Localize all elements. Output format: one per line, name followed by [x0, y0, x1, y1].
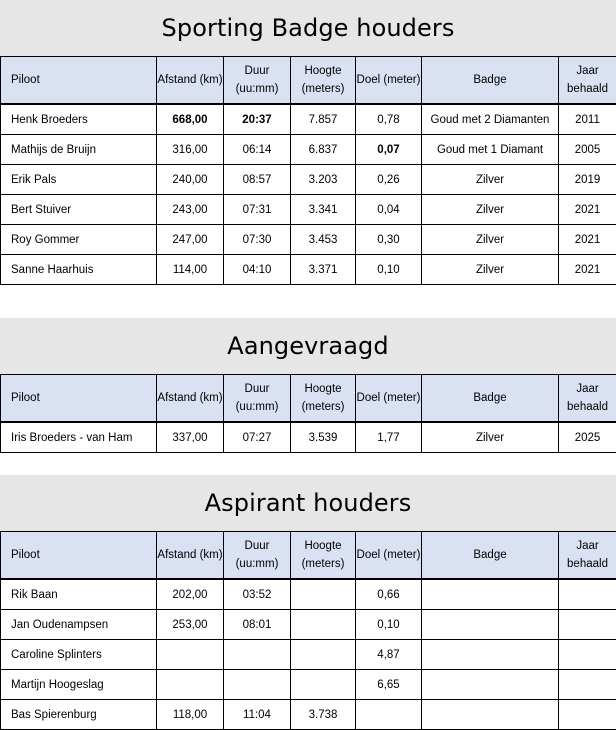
cell-afstand: 668,00 [157, 104, 224, 135]
cell-afstand: 337,00 [157, 422, 224, 453]
cell-doel: 0,04 [356, 195, 422, 225]
table-aspirant-houders [0, 531, 616, 730]
cell-hoogte: 3.203 [291, 165, 356, 195]
cell-doel: 0,10 [356, 255, 422, 285]
cell-jaar [559, 670, 616, 700]
section-sporting-badge-houders [0, 0, 616, 285]
header-hoogte: Hoogte (meters) [291, 375, 356, 423]
cell-duur: 07:31 [224, 195, 291, 225]
header-afstand: Afstand (km) [157, 375, 224, 423]
cell-duur: 06:14 [224, 135, 291, 165]
cell-jaar [559, 700, 616, 730]
cell-jaar [559, 579, 616, 610]
cell-badge: Zilver [422, 195, 559, 225]
table-row [1, 700, 616, 730]
cell-badge: Zilver [422, 165, 559, 195]
cell-badge [422, 640, 559, 670]
cell-piloot: Roy Gommer [1, 225, 157, 255]
cell-badge: Goud met 2 Diamanten [422, 104, 559, 135]
section-title: Aspirant houders [0, 475, 616, 531]
table-row [1, 135, 616, 165]
table-header-row [1, 532, 616, 580]
cell-doel: 0,10 [356, 610, 422, 640]
cell-doel: 0,30 [356, 225, 422, 255]
cell-doel: 0,26 [356, 165, 422, 195]
cell-duur: 07:30 [224, 225, 291, 255]
cell-jaar: 2005 [559, 135, 616, 165]
cell-afstand: 243,00 [157, 195, 224, 225]
section-aspirant-houders [0, 475, 616, 730]
cell-badge: Zilver [422, 225, 559, 255]
cell-hoogte [291, 610, 356, 640]
table-row [1, 670, 616, 700]
cell-badge: Zilver [422, 255, 559, 285]
header-piloot: Piloot [1, 532, 157, 580]
cell-jaar [559, 640, 616, 670]
cell-afstand: 240,00 [157, 165, 224, 195]
cell-doel: 0,78 [356, 104, 422, 135]
header-badge: Badge [422, 375, 559, 423]
cell-duur: 08:01 [224, 610, 291, 640]
cell-afstand: 202,00 [157, 579, 224, 610]
cell-afstand: 114,00 [157, 255, 224, 285]
cell-piloot: Mathijs de Bruijn [1, 135, 157, 165]
cell-hoogte: 6.837 [291, 135, 356, 165]
header-doel: Doel (meter) [356, 57, 422, 105]
cell-jaar: 2021 [559, 195, 616, 225]
cell-jaar: 2021 [559, 225, 616, 255]
table-sporting-badge-houders [0, 56, 616, 285]
cell-badge: Zilver [422, 422, 559, 453]
section-title: Sporting Badge houders [0, 0, 616, 56]
cell-afstand: 316,00 [157, 135, 224, 165]
cell-duur: 20:37 [224, 104, 291, 135]
section-title: Aangevraagd [0, 318, 616, 374]
table-row [1, 640, 616, 670]
table-header-row [1, 375, 616, 423]
cell-hoogte: 3.738 [291, 700, 356, 730]
cell-duur [224, 670, 291, 700]
cell-hoogte [291, 579, 356, 610]
cell-hoogte: 7.857 [291, 104, 356, 135]
header-afstand: Afstand (km) [157, 532, 224, 580]
cell-doel: 6,65 [356, 670, 422, 700]
table-row [1, 104, 616, 135]
cell-afstand [157, 670, 224, 700]
header-piloot: Piloot [1, 57, 157, 105]
cell-badge [422, 700, 559, 730]
cell-hoogte [291, 640, 356, 670]
table-row [1, 422, 616, 453]
section-aangevraagd [0, 318, 616, 453]
cell-duur: 03:52 [224, 579, 291, 610]
cell-duur: 11:04 [224, 700, 291, 730]
cell-piloot: Rik Baan [1, 579, 157, 610]
cell-afstand: 253,00 [157, 610, 224, 640]
cell-hoogte: 3.371 [291, 255, 356, 285]
cell-piloot: Martijn Hoogeslag [1, 670, 157, 700]
cell-duur: 04:10 [224, 255, 291, 285]
header-hoogte: Hoogte (meters) [291, 532, 356, 580]
cell-jaar [559, 610, 616, 640]
cell-afstand: 247,00 [157, 225, 224, 255]
header-doel: Doel (meter) [356, 375, 422, 423]
header-afstand: Afstand (km) [157, 57, 224, 105]
header-badge: Badge [422, 532, 559, 580]
cell-doel: 1,77 [356, 422, 422, 453]
header-duur: Duur (uu:mm) [224, 532, 291, 580]
header-jaar: Jaar behaald [559, 57, 616, 105]
table-row [1, 610, 616, 640]
cell-hoogte: 3.453 [291, 225, 356, 255]
cell-doel: 4,87 [356, 640, 422, 670]
cell-piloot: Bert Stuiver [1, 195, 157, 225]
table-header-row [1, 57, 616, 105]
header-piloot: Piloot [1, 375, 157, 423]
header-hoogte: Hoogte (meters) [291, 57, 356, 105]
cell-jaar: 2021 [559, 255, 616, 285]
cell-doel [356, 700, 422, 730]
cell-piloot: Sanne Haarhuis [1, 255, 157, 285]
header-badge: Badge [422, 57, 559, 105]
header-jaar: Jaar behaald [559, 532, 616, 580]
cell-jaar: 2011 [559, 104, 616, 135]
cell-badge [422, 610, 559, 640]
cell-afstand: 118,00 [157, 700, 224, 730]
cell-badge [422, 670, 559, 700]
table-row [1, 165, 616, 195]
table-row [1, 579, 616, 610]
cell-piloot: Bas Spierenburg [1, 700, 157, 730]
cell-badge: Goud met 1 Diamant [422, 135, 559, 165]
cell-jaar: 2025 [559, 422, 616, 453]
cell-piloot: Iris Broeders - van Ham [1, 422, 157, 453]
header-duur: Duur (uu:mm) [224, 57, 291, 105]
cell-piloot: Henk Broeders [1, 104, 157, 135]
cell-badge [422, 579, 559, 610]
table-row [1, 195, 616, 225]
header-jaar: Jaar behaald [559, 375, 616, 423]
cell-hoogte: 3.539 [291, 422, 356, 453]
table-aangevraagd [0, 374, 616, 453]
cell-duur: 07:27 [224, 422, 291, 453]
table-row [1, 255, 616, 285]
cell-piloot: Erik Pals [1, 165, 157, 195]
cell-duur [224, 640, 291, 670]
header-duur: Duur (uu:mm) [224, 375, 291, 423]
cell-hoogte [291, 670, 356, 700]
cell-duur: 08:57 [224, 165, 291, 195]
header-doel: Doel (meter) [356, 532, 422, 580]
cell-doel: 0,66 [356, 579, 422, 610]
cell-hoogte: 3.341 [291, 195, 356, 225]
cell-piloot: Caroline Splinters [1, 640, 157, 670]
table-row [1, 225, 616, 255]
cell-piloot: Jan Oudenampsen [1, 610, 157, 640]
cell-doel: 0,07 [356, 135, 422, 165]
cell-jaar: 2019 [559, 165, 616, 195]
cell-afstand [157, 640, 224, 670]
